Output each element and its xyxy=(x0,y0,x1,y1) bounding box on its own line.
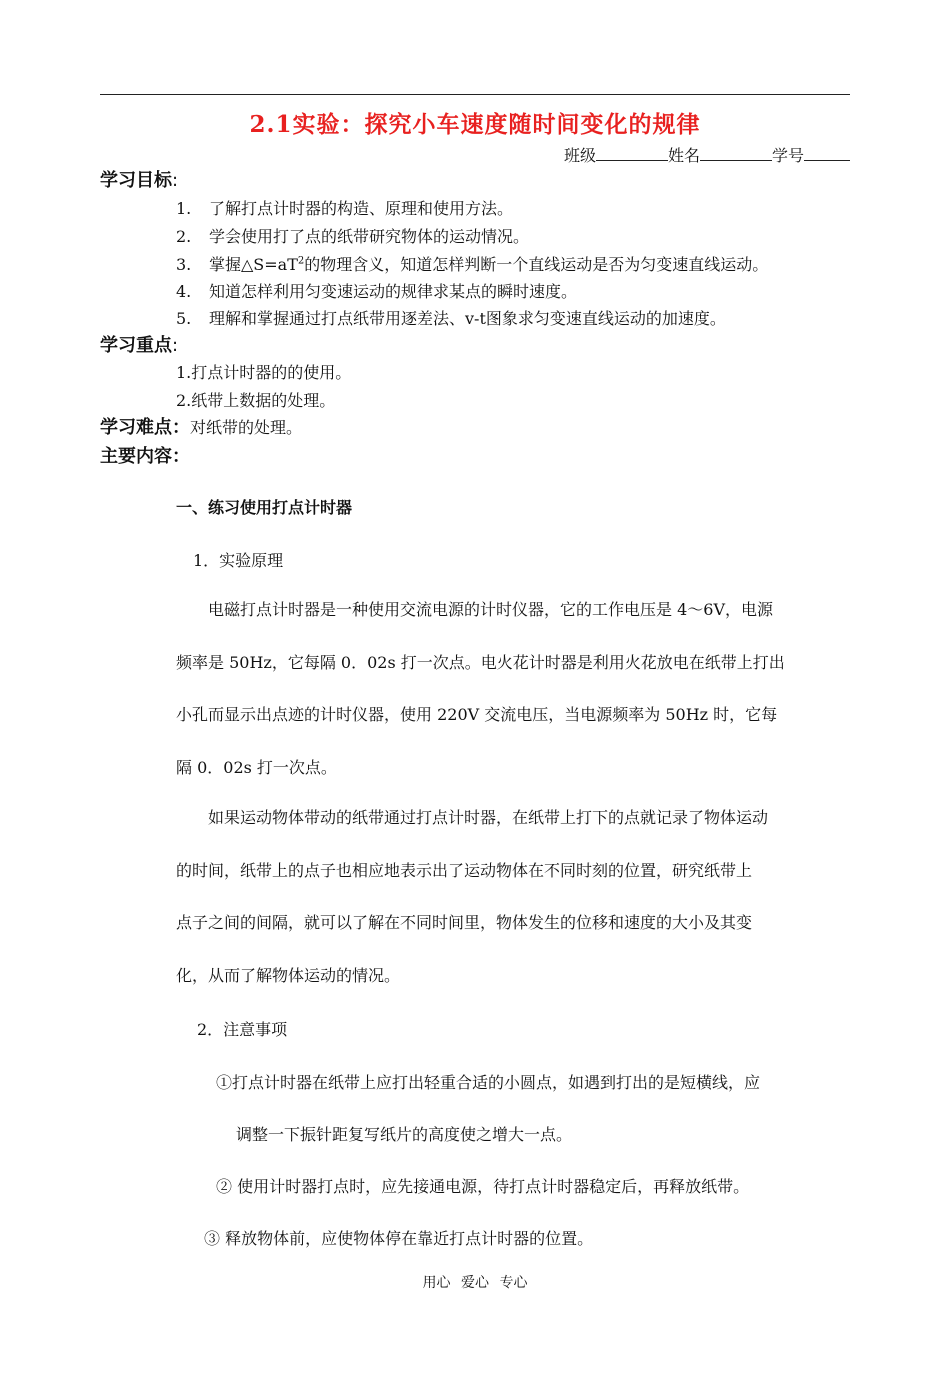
goal-number: 3. xyxy=(176,255,192,274)
goal-text: 了解打点计时器的构造、原理和使用方法。 xyxy=(209,199,514,218)
goal-text: 理解和掌握通过打点纸带用逐差法、v-t图象求匀变速直线运动的加速度。 xyxy=(209,309,726,328)
document-title: 2.1实验：探究小车速度随时间变化的规律 xyxy=(249,111,701,138)
paragraph-line: 点子之间的间隔，就可以了解在不同时间里，物体发生的位移和速度的大小及其变 xyxy=(176,913,753,932)
section-title: 一、练习使用打点计时器 xyxy=(176,498,353,517)
goal-number: 2. xyxy=(176,227,192,246)
goal-text: 的物理含义，知道怎样判断一个直线运动是否为匀变速直线运动。 xyxy=(304,255,769,274)
difficulty-heading: 学习难点： xyxy=(100,417,190,438)
note-item-1: ①打点计时器在纸带上应打出轻重合适的小圆点，如遇到打出的是短横线，应 xyxy=(216,1073,761,1092)
subsection-principle: 1．实验原理 xyxy=(193,551,284,570)
subsection-notes: 2．注意事项 xyxy=(197,1020,288,1039)
principle-paragraph xyxy=(176,584,856,794)
key-point-item: 2.纸带上数据的处理。 xyxy=(176,391,336,410)
key-points-heading-colon: : xyxy=(172,335,179,356)
paragraph-line: 如果运动物体带动的纸带通过打点计时器，在纸带上打下的点就记录了物体运动 xyxy=(208,808,769,827)
goal-number: 1. xyxy=(176,199,192,218)
paragraph-line: 隔 0．02s 打一次点。 xyxy=(176,757,337,777)
goal-item xyxy=(176,224,529,247)
note-item-1-continued: 调整一下振针距复写纸片的高度使之增大一点。 xyxy=(236,1125,573,1144)
goal-superscript: 2 xyxy=(297,255,305,267)
paragraph-line: 的时间，纸带上的点子也相应地表示出了运动物体在不同时刻的位置，研究纸带上 xyxy=(176,860,753,880)
paragraph-line: 化，从而了解物体运动的情况。 xyxy=(176,965,401,985)
main-content-heading: 主要内容： xyxy=(100,446,190,467)
header-rule xyxy=(100,94,850,95)
name-label: 姓名 xyxy=(667,146,700,165)
name-blank xyxy=(700,146,772,161)
goals-heading-text: 学习目标 xyxy=(100,170,172,191)
key-points-heading-text: 学习重点 xyxy=(100,335,172,356)
goals-heading xyxy=(100,166,178,192)
difficulty-line xyxy=(100,413,302,439)
difficulty-text: 对纸带的处理。 xyxy=(190,418,303,437)
goal-text: 知道怎样利用匀变速运动的规律求某点的瞬时速度。 xyxy=(209,282,578,301)
id-blank xyxy=(804,146,850,161)
goals-heading-colon: : xyxy=(172,170,179,191)
goal-item xyxy=(176,252,768,275)
goal-text: 学会使用打了点的纸带研究物体的运动情况。 xyxy=(209,227,530,246)
goal-item xyxy=(176,279,577,302)
paragraph-line: 电磁打点计时器是一种使用交流电源的计时仪器，它的工作电压是 4～6V，电源 xyxy=(208,600,774,619)
class-label: 班级 xyxy=(563,146,596,165)
key-point-item: 1.打点计时器的的使用。 xyxy=(176,363,352,382)
goal-number: 4. xyxy=(176,282,192,301)
note-item-3: ③ 释放物体前，应使物体停在靠近打点计时器的位置。 xyxy=(204,1229,594,1248)
id-label: 学号 xyxy=(771,146,804,165)
student-info-line xyxy=(564,143,850,166)
paragraph-line: 频率是 50Hz，它每隔 0．02s 打一次点。电火花计时器是利用火花放电在纸带上打出 xyxy=(176,652,785,672)
goal-number: 5. xyxy=(176,309,192,328)
goal-item xyxy=(176,306,726,329)
goal-text: 掌握△S=aT xyxy=(209,255,298,274)
tape-paragraph xyxy=(176,792,856,1002)
class-blank xyxy=(596,146,668,161)
key-points-heading xyxy=(100,331,178,357)
page-footer: 用心 爱心 专心 xyxy=(422,1275,528,1291)
paragraph-line: 小孔而显示出点迹的计时仪器，使用 220V 交流电压，当电源频率为 50Hz 时，它每 xyxy=(176,705,778,724)
note-item-2: ② 使用计时器打点时，应先接通电源，待打点计时器稳定后，再释放纸带。 xyxy=(216,1177,750,1196)
goal-item xyxy=(176,196,513,219)
